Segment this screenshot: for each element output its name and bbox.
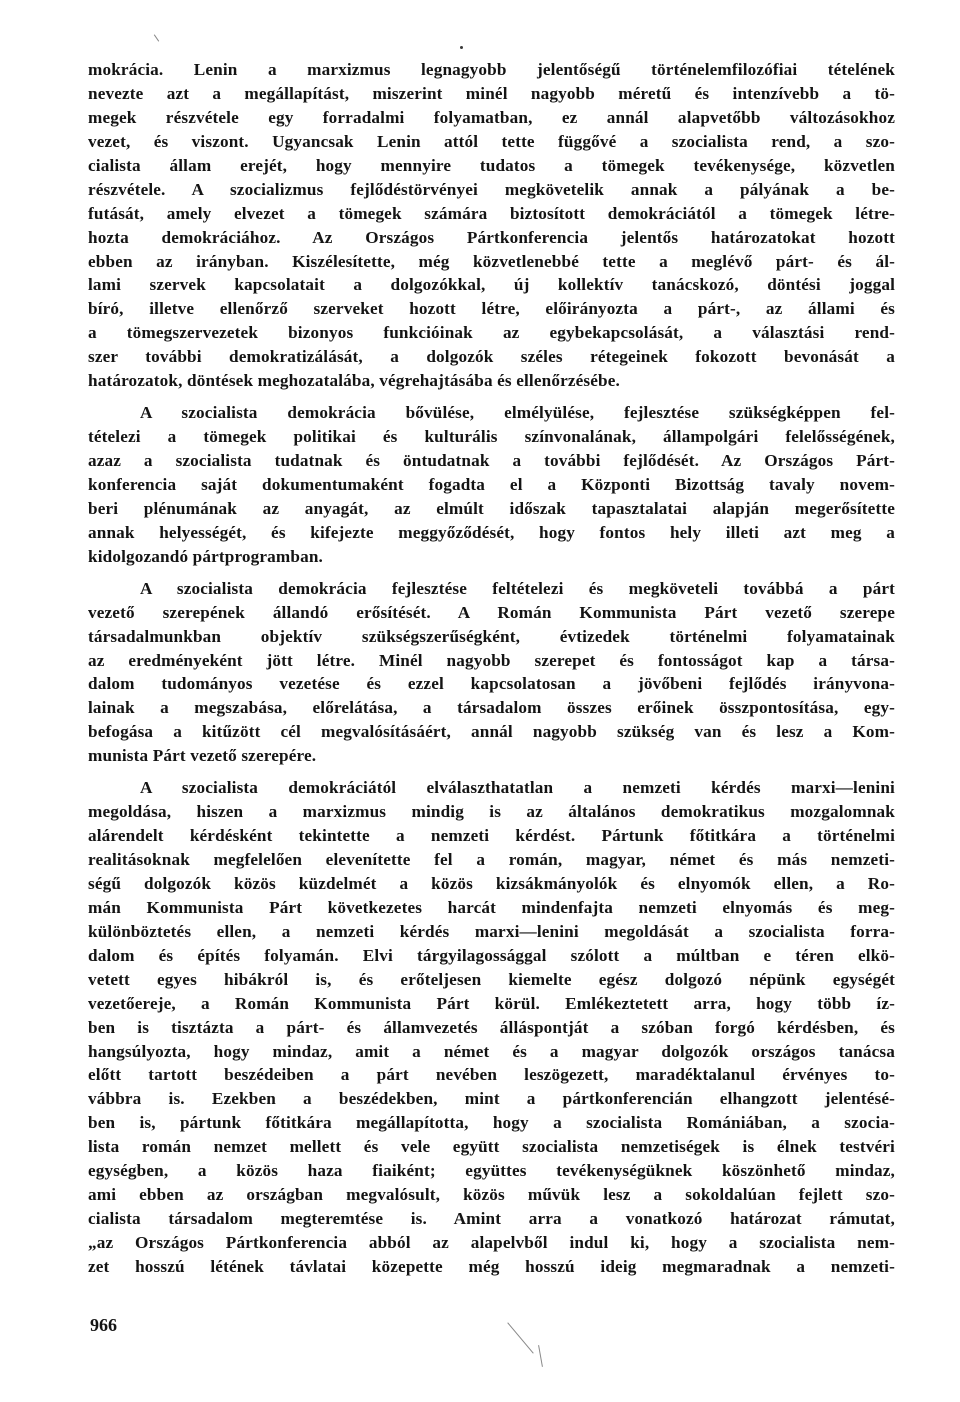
text-line: ben is tisztázta a párt- és államvezetés álláspontját a szóban forgó kérdésben, és bbox=[88, 1017, 895, 1037]
text-line: A szocialista demokrácia fejlesztése feltételezi és megköveteli továbbá a párt bbox=[140, 578, 895, 598]
text-line: mán Kommunista Párt következetes harcát mindenfajta nemzeti elnyomás és meg- bbox=[88, 897, 895, 917]
page-number: 966 bbox=[90, 1315, 117, 1335]
text-line: vetett egyes hibákról is, és erőteljesen kiemelte egész dolgozó népünk egységét bbox=[88, 969, 895, 989]
text-line: munista Párt vezető szerepére. bbox=[88, 746, 317, 766]
text-line: részvétele. A szocializmus fejlődéstörvényei megkövetelik annak a pályának a be- bbox=[88, 179, 895, 199]
paragraph-2 bbox=[88, 401, 895, 569]
text-line: futását, amely elvezet a tömegek számára biztosított demokráciától a tömegek létre- bbox=[88, 203, 895, 223]
text-line: ben is, pártunk főtitkára megállapította, hogy a szocialista Romániában, a szocia- bbox=[88, 1113, 895, 1133]
text-line: bíró, illetve ellenőrző szerveket hozott létre, előirányozta a párt-, az állami és bbox=[88, 299, 895, 319]
text-line: zet hosszú létének távlatai közepette még hosszú ideig megmaradnak a nemzeti- bbox=[88, 1256, 895, 1276]
page-text-body bbox=[88, 58, 895, 1287]
text-line: ségű dolgozók közös küzdelmét a közös kizsákmányolók és elnyomók ellen, a Ro- bbox=[88, 873, 895, 893]
text-line: határozatok, döntések meghozatalába, végrehajtásába és ellenőrzésébe. bbox=[88, 371, 620, 391]
text-line: cialista társadalom megteremtése is. Amint arra a vonatkozó határozat rámutat, bbox=[88, 1209, 895, 1229]
text-line: hangsúlyozta, hogy mindaz, amit a német és a magyar dolgozók országos tanácsa bbox=[88, 1041, 895, 1061]
text-line: szer további demokratizálását, a dolgozók széles rétegeinek fokozott bevonását a bbox=[88, 347, 895, 367]
text-line: cialista állam erejét, hogy mennyire tudatos a tömegek tevékenysége, közvetlen bbox=[88, 155, 895, 175]
text-line: a tömegszervezetek bizonyos funkcióinak az egybekapcsolását, a választási rend- bbox=[88, 323, 895, 343]
paragraph-4 bbox=[88, 776, 895, 1279]
text-line: annak helyességét, és kifejezte meggyőződését, hogy fontos hely illeti azt meg a bbox=[88, 522, 895, 542]
text-line: nevezte azt a megállapítást, miszerint minél nagyobb méretű és intenzívebb a tö- bbox=[88, 83, 895, 103]
text-line: vezető szerepének állandó erősítését. A Román Kommunista Párt vezető szerepe bbox=[88, 602, 895, 622]
paragraph-1 bbox=[88, 58, 895, 393]
text-line: azaz a szocialista tudatnak és öntudatnak a további fejlődését. Az Országos Párt- bbox=[88, 451, 895, 470]
text-line: dalom és építés folyamán. Elvi tárgyilagossággal szólott a múltban e téren elkö- bbox=[88, 945, 895, 965]
text-line: ami ebben az országban megvalósult, közös művük lesz a sokoldalúan fejlett szo- bbox=[88, 1185, 895, 1205]
text-line: beri plénumának az anyagát, az elmúlt időszak tapasztalatai alapján megerősítette bbox=[88, 498, 895, 518]
text-line: lami szervek kapcsolatait a dolgozókkal, új kollektív tanácskozó, döntési joggal bbox=[88, 275, 895, 295]
text-line: vezetőereje, a Román Kommunista Párt körül. Emlékeztetett arra, hogy több íz- bbox=[88, 993, 895, 1013]
text-line: megek részvétele egy forradalmi folyamatban, ez annál alapvetőbb változásokhoz bbox=[88, 107, 895, 127]
text-line: megoldása, hiszen a marxizmus mindig is az általános demokratikus mozgalomnak bbox=[88, 802, 895, 822]
text-line: vezet, és viszont. Ugyancsak Lenin attól tette függővé a szocialista rend, a szo- bbox=[88, 131, 895, 151]
text-line: realitásoknak megfelelően elevenítette fel a román, magyar, német és más nemzeti- bbox=[88, 850, 895, 869]
text-line: ebben az irányban. Kiszélesítette, még közvetlenebbé tette a meglévő párt- és ál- bbox=[88, 251, 895, 271]
text-line: hozta demokráciához. Az Országos Pártkonferencia jelentős határozatokat hozott bbox=[88, 227, 895, 247]
text-line: egységben, a közös haza fiaiként; együttes tevékenységüknek köszönhető mindaz, bbox=[88, 1161, 895, 1181]
text-line: befogása a kitűzött cél megvalósításáért, annál nagyobb szükség van és lesz a Kom- bbox=[88, 722, 895, 742]
text-line: társadalmunkban objektív szükségszerűségként, évtizedek történelmi folyamatainak bbox=[88, 626, 895, 646]
text-line: lista román nemzet mellett és vele együtt szocialista nemzetiségek is élnek testvéri bbox=[88, 1137, 895, 1157]
text-line: mokrácia. Lenin a marxizmus legnagyobb jelentőségű történelemfilozófiai tételének bbox=[88, 60, 895, 79]
text-line: konferencia saját dokumentumaként fogadta el a Központi Bizottság tavaly novem- bbox=[88, 474, 895, 494]
text-line: az eredményeként jött létre. Minél nagyobb szerepet és fontosságot kap a társa- bbox=[88, 650, 895, 670]
text-line: vábbra is. Ezekben a beszédekben, mint a pártkonferencián elhangzott jelentésé- bbox=[88, 1089, 895, 1109]
paragraph-3 bbox=[88, 577, 895, 769]
scan-speck bbox=[507, 1322, 533, 1353]
scan-speck bbox=[538, 1345, 543, 1367]
scan-speck bbox=[460, 46, 463, 49]
text-line: alárendelt kérdésként tekintette a nemzeti kérdést. Pártunk főtitkára a történelmi bbox=[88, 826, 895, 846]
text-line: lainak a megszabása, előrelátása, a társadalom összes erőinek összpontosítása, egy- bbox=[88, 698, 895, 718]
text-line: tételezi a tömegek politikai és kulturális színvonalának, állampolgári felelősségének, bbox=[88, 427, 895, 447]
text-line: A szocialista demokrácia bővülése, elmélyülése, fejlesztése szükségképpen fel- bbox=[140, 403, 895, 423]
scan-speck bbox=[154, 34, 159, 41]
text-line: „az Országos Pártkonferencia abból az alapelvből indul ki, hogy a szocialista nem- bbox=[88, 1233, 895, 1252]
text-line: előtt tartott beszédeiben a párt nevében leszögezett, maradéktalanul érvényes to- bbox=[88, 1065, 895, 1085]
text-line: A szocialista demokráciától elválaszthatatlan a nemzeti kérdés marxi—lenini bbox=[140, 778, 895, 798]
text-line: dalom tudományos vezetése és ezzel kapcsolatosan a jövőbeni fejlődés irányvona- bbox=[88, 674, 895, 694]
text-line: kidolgozandó pártprogramban. bbox=[88, 546, 323, 566]
text-line: különböztetés ellen, a nemzeti kérdés marxi—lenini megoldását a szocialista forra- bbox=[88, 921, 895, 941]
